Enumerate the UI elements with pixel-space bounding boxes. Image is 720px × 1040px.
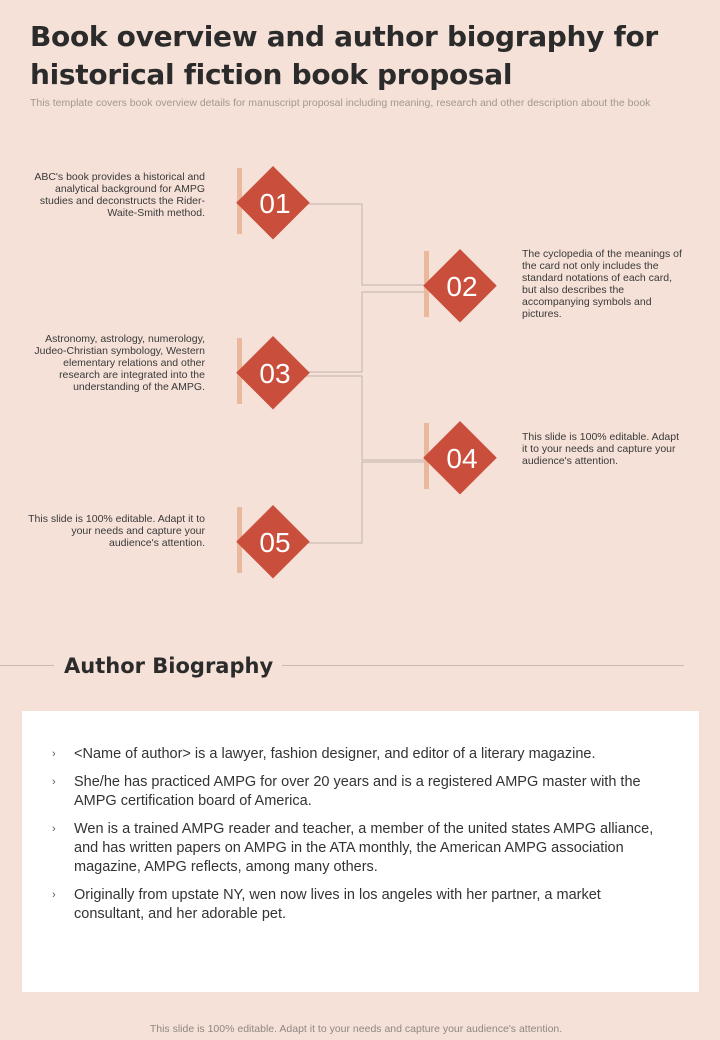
step-05-badge <box>237 505 313 581</box>
bio-item <box>52 773 662 811</box>
step-04-badge <box>424 421 500 497</box>
step-05-number: 05 <box>259 527 291 558</box>
step-02-text: The cyclopedia of the meanings of the card not only includes the standard notations of each card, but also describes the accompanying symbols and pictures. <box>522 248 682 320</box>
step-03-badge <box>237 336 313 412</box>
bio-list <box>52 745 662 933</box>
bio-item-text: Originally from upstate NY, wen now lives in los angeles with her partner, a market consultant, and her adorable pet. <box>74 887 601 922</box>
connector-01-02 <box>306 204 430 285</box>
bio-item-text: She/he has practiced AMPG for over 20 years and is a registered AMPG master with the AMPG certification board of America. <box>74 774 641 809</box>
step-02-number: 02 <box>446 271 478 302</box>
step-01-number: 01 <box>259 188 291 219</box>
step-01-text: ABC's book provides a historical and analytical background for AMPG studies and deconstructs the Rider-Waite-Smith method. <box>34 171 205 219</box>
connector-03-04 <box>306 376 430 460</box>
step-04-number: 04 <box>446 443 478 474</box>
bio-card <box>22 711 699 992</box>
connector-02-03 <box>306 292 430 372</box>
footer-note: This slide is 100% editable. Adapt it to your needs and capture your audience's attention. <box>149 1023 563 1035</box>
step-01-badge <box>237 166 313 242</box>
chevron-right-icon: › <box>52 748 56 760</box>
chevron-right-icon: › <box>52 823 56 835</box>
step-05-text: This slide is 100% editable. Adapt it to your needs and capture your audience's attention. <box>28 513 205 549</box>
bio-divider-left <box>0 665 54 666</box>
step-03-text: Astronomy, astrology, numerology, Judeo-Christian symbology, Western elementary relations and other research are integrated into the understanding of the AMPG. <box>34 333 205 393</box>
step-03-number: 03 <box>259 358 291 389</box>
step-04-text: This slide is 100% editable. Adapt it to your needs and capture your audience's attention. <box>522 431 680 467</box>
connector-04-05 <box>306 462 430 543</box>
page-title: Book overview and author biography for historical fiction book proposal <box>30 20 658 91</box>
bio-divider-right <box>282 665 684 666</box>
bio-item-text: Wen is a trained AMPG reader and teacher, a member of the united states AMPG alliance, and has written papers on AMPG in the ATA monthly, the American AMPG association magazine, AMPG reflects, among many others. <box>74 821 654 875</box>
chevron-right-icon: › <box>52 889 56 901</box>
step-02-badge <box>424 249 500 325</box>
bio-item-text: <Name of author> is a lawyer, fashion designer, and editor of a literary magazine. <box>74 746 596 762</box>
bio-item <box>52 745 662 764</box>
bio-item <box>52 886 662 924</box>
bio-item <box>52 820 662 877</box>
bio-heading: Author Biography <box>64 654 274 678</box>
page-subtitle: This template covers book overview details for manuscript proposal including meaning, research and other description about the book <box>30 97 651 109</box>
chevron-right-icon: › <box>52 776 56 788</box>
